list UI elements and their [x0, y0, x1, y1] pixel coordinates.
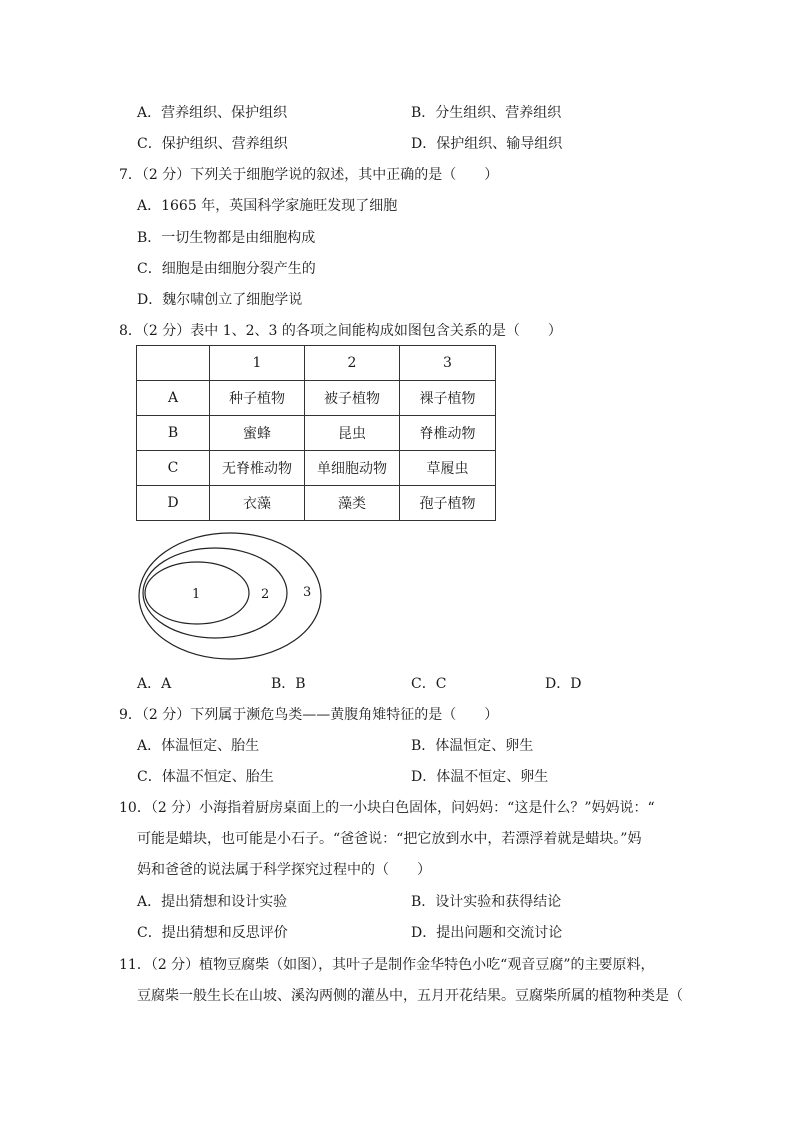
q10-stem-line1: 10．（2 分）小海指着厨房桌面上的一小块白色固体，问妈妈：“这是什么？”妈妈说：“ — [119, 800, 655, 816]
q11-stem-line2: 豆腐柴一般生长在山坡、溪沟两侧的灌丛中，五月开花结果。豆腐柴所属的植物种类是（ — [137, 988, 683, 1004]
q8-option-a: A．A — [137, 676, 172, 692]
table-header-row — [137, 346, 496, 381]
venn-label-2: 2 — [261, 587, 270, 602]
q8-option-d: D．D — [545, 676, 582, 692]
q10-option-c: C．提出猜想和反思评价 — [137, 925, 288, 941]
venn-outer-ellipse — [139, 533, 321, 659]
q7-option-b: B．一切生物都是由细胞构成 — [137, 230, 316, 246]
q7-option-d: D．魏尔啸创立了细胞学说 — [137, 292, 303, 308]
q9-option-c: C．体温不恒定、胎生 — [137, 769, 274, 785]
q9-option-a: A．体温恒定、胎生 — [137, 738, 260, 754]
q9-option-b: B．体温恒定、卵生 — [411, 738, 534, 754]
q7-option-a: A．1665 年，英国科学家施旺发现了细胞 — [137, 198, 398, 214]
table-cell: A — [137, 381, 210, 416]
table-header-cell: 1 — [210, 346, 305, 381]
q7-option-c: C．细胞是由细胞分裂产生的 — [137, 261, 316, 277]
q10-option-d: D．提出问题和交流讨论 — [411, 925, 563, 941]
table-cell: 蜜蜂 — [210, 416, 305, 451]
table-header-cell: 2 — [305, 346, 400, 381]
venn-diagram — [137, 523, 337, 663]
table-cell: 脊椎动物 — [400, 416, 496, 451]
table-cell: C — [137, 451, 210, 486]
table-cell: 衣藻 — [210, 486, 305, 521]
table-cell — [137, 346, 210, 381]
venn-label-3: 3 — [303, 585, 312, 600]
q11-stem-line1: 11．（2 分）植物豆腐柴（如图），其叶子是制作金华特色小吃“观音豆腐”的主要原料， — [119, 957, 655, 973]
q10-option-a: A．提出猜想和设计实验 — [137, 894, 288, 910]
q7-stem: 7．（2 分）下列关于细胞学说的叙述，其中正确的是（ ） — [119, 167, 499, 183]
q6-option-a: A．营养组织、保护组织 — [137, 105, 288, 121]
venn-label-1: 1 — [192, 587, 201, 602]
table-cell: D — [137, 486, 210, 521]
q8-option-c: C．C — [411, 676, 447, 692]
q8-table — [136, 345, 496, 521]
table-cell: 孢子植物 — [400, 486, 496, 521]
q6-option-c: C．保护组织、营养组织 — [137, 136, 288, 152]
table-row — [137, 416, 496, 451]
q10-stem-line2: 可能是蜡块，也可能是小石子。“爸爸说：“把它放到水中，若漂浮着就是蜡块。”妈 — [137, 831, 642, 847]
table-cell: 藻类 — [305, 486, 400, 521]
q8-option-b: B．B — [271, 676, 306, 692]
table-cell: 无脊椎动物 — [210, 451, 305, 486]
table-cell: 裸子植物 — [400, 381, 496, 416]
q6-option-d: D．保护组织、输导组织 — [411, 136, 563, 152]
table-cell: B — [137, 416, 210, 451]
q9-option-d: D．体温不恒定、卵生 — [411, 769, 549, 785]
q10-stem-line3: 妈和爸爸的说法属于科学探究过程中的（ ） — [137, 862, 431, 878]
table-row — [137, 451, 496, 486]
table-cell: 单细胞动物 — [305, 451, 400, 486]
q6-option-b: B．分生组织、营养组织 — [411, 105, 562, 121]
q10-option-b: B．设计实验和获得结论 — [411, 894, 562, 910]
q9-stem: 9．（2 分）下列属于濒危鸟类——黄腹角雉特征的是（ ） — [119, 707, 499, 723]
table-row — [137, 381, 496, 416]
table-header-cell: 3 — [400, 346, 496, 381]
table-cell: 种子植物 — [210, 381, 305, 416]
table-cell: 昆虫 — [305, 416, 400, 451]
q8-stem: 8．（2 分）表中 1、2、3 的各项之间能构成如图包含关系的是（ ） — [119, 323, 562, 339]
table-cell: 被子植物 — [305, 381, 400, 416]
table-cell: 草履虫 — [400, 451, 496, 486]
table-row — [137, 486, 496, 521]
